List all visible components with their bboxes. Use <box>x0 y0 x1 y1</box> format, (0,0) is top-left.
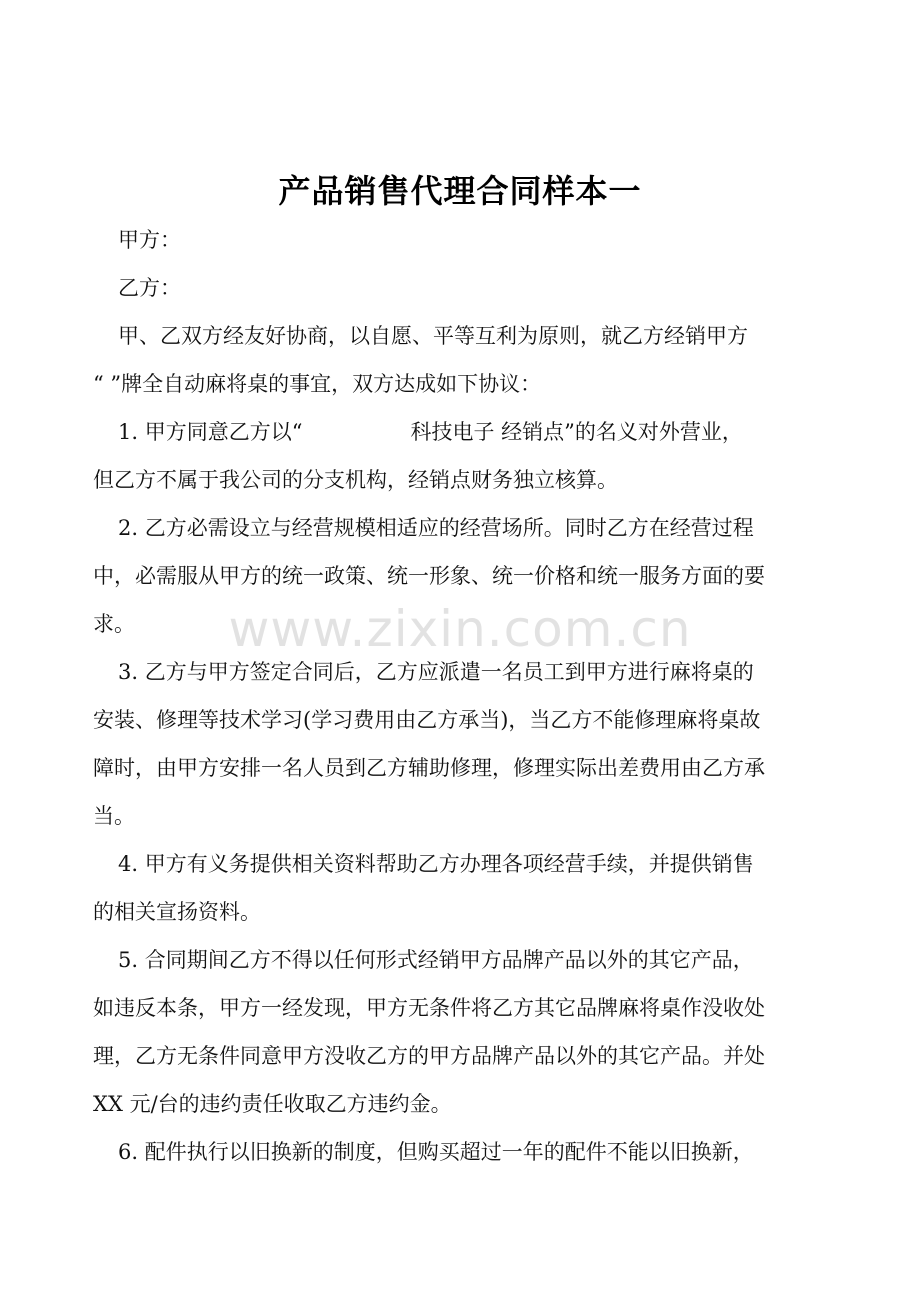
clause-1-line-1 <box>0 416 920 446</box>
party-b-label: 乙方： <box>118 276 181 300</box>
clause-4-line-2: 的相关宣扬资料。 <box>93 900 261 924</box>
clause-2-line-2: 中，必需服从甲方的统一政策、统一形象、统一价格和统一服务方面的要 <box>93 564 765 588</box>
clause-5-line-1: 5. 合同期间乙方不得以任何形式经销甲方品牌产品以外的其它产品， <box>118 948 754 972</box>
intro-line-2: “ ”牌全自动麻将桌的事宜，双方达成如下协议： <box>93 372 542 396</box>
clause-6-line-1: 6. 配件执行以旧换新的制度，但购买超过一年的配件不能以旧换新， <box>118 1140 754 1164</box>
clause-3-line-3: 障时，由甲方安排一名人员到乙方辅助修理，修理实际出差费用由乙方承 <box>93 756 765 780</box>
clause-5-line-4: XX 元/台的违约责任收取乙方违约金。 <box>93 1092 452 1116</box>
clause-2-line-1: 2. 乙方必需设立与经营规模相适应的经营场所。同时乙方在经营过程 <box>118 516 754 540</box>
document-title: 产品销售代理合同样本一 <box>278 172 642 210</box>
clause-3-line-1: 3. 乙方与甲方签定合同后，乙方应派遣一名员工到甲方进行麻将桌的 <box>118 660 754 684</box>
clause-2-line-3: 求。 <box>93 612 135 636</box>
clause-5-line-2: 如违反本条，甲方一经发现，甲方无条件将乙方其它品牌麻将桌作没收处 <box>93 996 765 1020</box>
clause-5-line-3: 理，乙方无条件同意甲方没收乙方的甲方品牌产品以外的其它产品。并处 <box>93 1044 765 1068</box>
watermark: www.zixin.com.cn <box>228 600 692 658</box>
clause-1-text-before-blank: 1. 甲方同意乙方以“ <box>118 420 303 444</box>
clause-4-line-1: 4. 甲方有义务提供相关资料帮助乙方办理各项经营手续，并提供销售 <box>118 852 754 876</box>
clause-3-line-2: 安装、修理等技术学习(学习费用由乙方承当)，当乙方不能修理麻将桌故 <box>93 708 761 732</box>
party-a-label: 甲方： <box>118 228 181 252</box>
clause-1-text-after-blank: 科技电子 经销点”的名义对外营业， <box>410 420 743 444</box>
intro-line-1: 甲、乙双方经友好协商，以自愿、平等互利为原则，就乙方经销甲方 <box>118 324 748 348</box>
clause-1-line-2: 但乙方不属于我公司的分支机构，经销点财务独立核算。 <box>93 468 618 492</box>
clause-3-line-4: 当。 <box>93 804 135 828</box>
